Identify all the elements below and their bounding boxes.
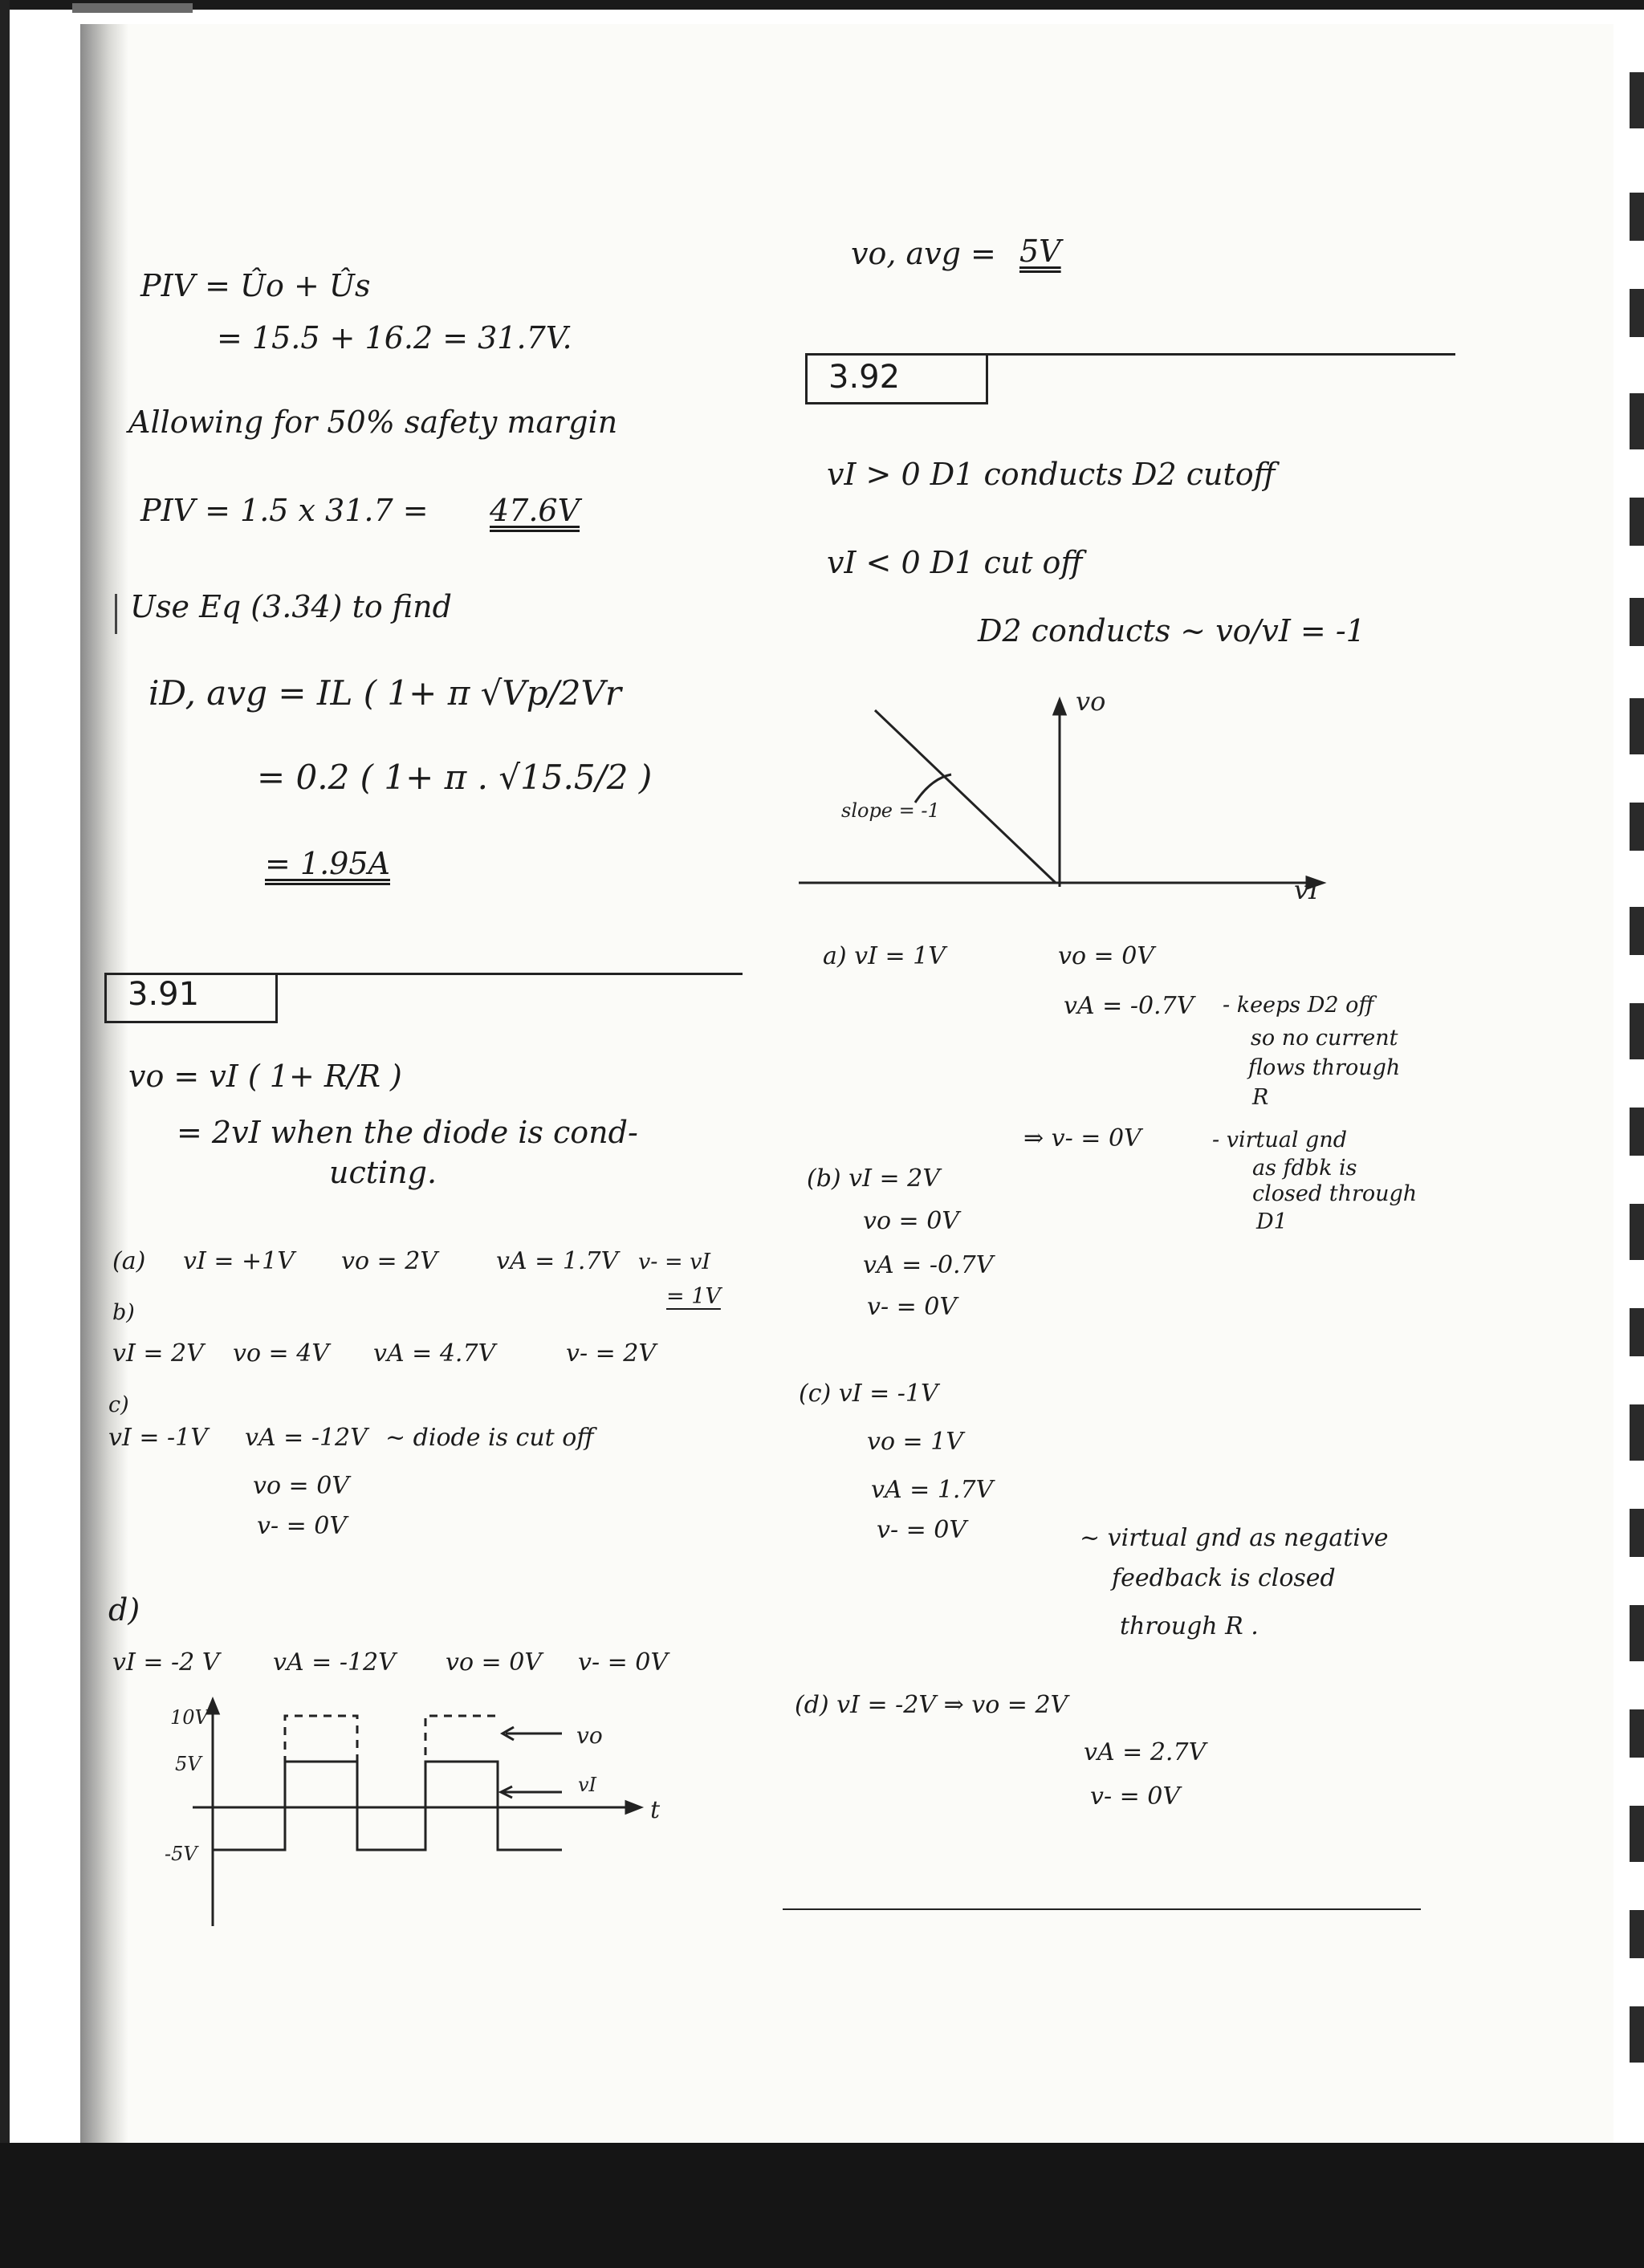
p392-c-vminus: v- = 0V [877,1516,967,1544]
id-avg-line-2: = 0.2 ( 1+ π . √15.5/2 ) [257,758,653,797]
p392-d-va: vA = 2.7V [1084,1738,1207,1766]
p391-eq2: = 2vI when the diode is cond- [177,1115,638,1150]
wave-label-neg5v: -5V [165,1843,197,1865]
p391-c-vo: vo = 0V [253,1472,349,1500]
p391-c-note: ~ diode is cut off [385,1424,594,1452]
p391-a-vminus-value: = 1V [666,1284,721,1309]
wave-label-vo: vo [576,1722,603,1749]
piv-result: 47.6V [490,493,580,528]
p391-a-label: (a) [112,1247,146,1275]
problem-392-label: 3.92 [828,359,901,396]
wave-label-t: t [650,1796,661,1824]
p392-cond-3: D2 conducts ~ vo/vI = -1 [978,613,1365,648]
eq-note: Use Eq (3.34) to find [130,589,452,624]
transfer-label-vi: vI [1294,875,1319,905]
p391-eq1: vo = vI ( 1+ R/R ) [128,1059,402,1094]
p392-a-vi: a) vI = 1V [823,942,946,970]
p392-a-vgnd-3: closed through [1252,1181,1418,1206]
p392-c-vo: vo = 1V [867,1428,963,1456]
p392-a-vo: vo = 0V [1058,942,1154,970]
p391-b-label: b) [112,1300,135,1325]
transfer-line [875,710,1056,883]
p392-a-vgnd-1: - virtual gnd [1212,1128,1348,1152]
p391-c-label: c) [108,1392,129,1417]
p391-c-vminus: v- = 0V [257,1512,348,1540]
p391-b-va: vA = 4.7V [373,1339,496,1368]
piv-line-3: PIV = 1.5 x 31.7 = [140,493,429,528]
p392-a-note-3: R [1252,1085,1269,1110]
wave-label-5v: 5V [175,1753,201,1775]
p391-eq2-cont: ucting. [329,1155,437,1190]
p392-b-vminus: v- = 0V [867,1293,958,1321]
p391-a-va: vA = 1.7V [496,1247,619,1275]
p392-b-vi: (b) vI = 2V [807,1164,940,1193]
p392-a-vgnd-4: D1 [1256,1209,1288,1234]
p392-c-note-3: through R . [1120,1612,1259,1640]
p392-a-note-2: flows through [1248,1055,1401,1080]
p392-c-note-2: feedback is closed [1112,1564,1336,1592]
p392-c-vi: (c) vI = -1V [799,1380,938,1408]
p391-c-va: vA = -12V [245,1424,368,1452]
p392-b-va: vA = -0.7V [863,1251,994,1279]
transfer-y-arrow [1054,700,1065,714]
p391-d-label: d) [108,1592,140,1628]
p391-d-vi: vI = -2 V [112,1648,220,1677]
vo-avg-value: 5V [1019,234,1061,269]
p392-a-note-1: so no current [1251,1026,1398,1051]
wave-label-vi: vI [578,1774,597,1796]
p391-a-vi: vI = +1V [183,1247,295,1275]
p392-d-vi: (d) vI = -2V ⇒ vo = 2V [795,1691,1068,1719]
p392-a-va-note: - keeps D2 off [1223,993,1374,1018]
p392-a-vgnd-2: as fdbk is [1252,1156,1357,1181]
bottom-rule [783,1908,1421,1910]
wave-label-10v: 10V [170,1706,209,1729]
p391-d-vminus: v- = 0V [578,1648,669,1677]
p392-a-va: vA = -0.7V [1064,992,1194,1020]
p391-d-vo: vo = 0V [446,1648,542,1677]
p391-b-vi: vI = 2V [112,1339,204,1368]
piv-line-1: PIV = Ûo + Ûs [140,268,371,303]
transfer-label-vo: vo [1076,686,1106,717]
p392-cond-2: vI < 0 D1 cut off [827,545,1083,580]
p391-b-vo: vo = 4V [233,1339,329,1368]
p392-b-vo: vo = 0V [863,1207,959,1235]
transfer-slope-label: slope = -1 [841,799,940,822]
id-avg-result: = 1.95A [265,846,390,881]
problem-391-label: 3.91 [128,976,200,1013]
p391-a-vo: vo = 2V [341,1247,437,1275]
p392-d-vminus: v- = 0V [1090,1782,1181,1811]
p392-cond-1: vI > 0 D1 conducts D2 cutoff [827,457,1276,492]
p392-a-vminus: ⇒ v- = 0V [1023,1124,1141,1152]
p392-c-note-1: ~ virtual gnd as negative [1080,1524,1389,1552]
p391-c-vi: vI = -1V [108,1424,208,1452]
vo-avg-lhs: vo, avg = [851,236,996,271]
safety-margin-note: Allowing for 50% safety margin [128,404,618,440]
p392-c-va: vA = 1.7V [871,1476,994,1504]
piv-line-2: = 15.5 + 16.2 = 31.7V. [217,320,572,356]
p391-d-va: vA = -12V [273,1648,396,1677]
id-avg-line-1: iD, avg = IL ( 1+ π √Vp/2Vr [149,673,621,713]
p391-a-vminus: v- = vI [638,1250,711,1274]
p391-b-vminus: v- = 2V [566,1339,657,1368]
